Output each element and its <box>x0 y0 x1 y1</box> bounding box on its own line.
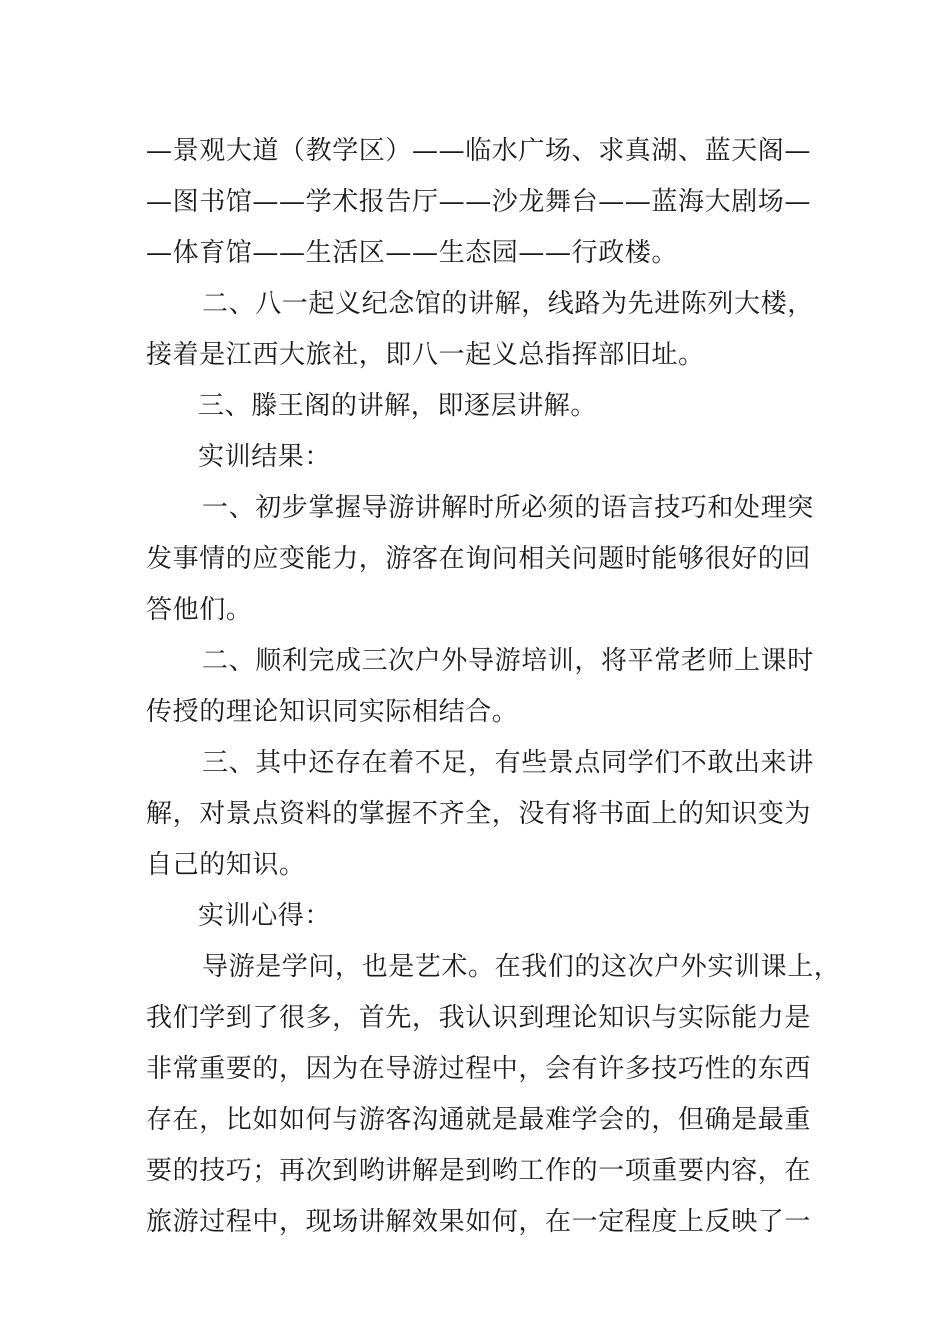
text-line: 解，对景点资料的掌握不齐全，没有将书面上的知识变为 <box>146 799 812 829</box>
text-line: 答他们。 <box>146 595 253 625</box>
document-body <box>146 126 841 1248</box>
text-line: 非常重要的，因为在导游过程中，会有许多技巧性的东西 <box>146 1054 812 1084</box>
paragraph-start-line: 一、初步掌握导游讲解时所必须的语言技巧和处理突 <box>202 493 814 523</box>
text-line: 传授的理论知识同实际相结合。 <box>146 697 519 727</box>
paragraph-start-line: 导游是学问，也是艺术。在我们的这次户外实训课上， <box>202 952 841 982</box>
text-line: 发事情的应变能力，游客在询问相关问题时能够很好的回 <box>146 544 812 574</box>
paragraph-start-line: 二、顺利完成三次户外导游培训，将平常老师上课时 <box>202 646 814 676</box>
paragraph-start-line: 二、八一起义纪念馆的讲解，线路为先进陈列大楼， <box>202 289 814 319</box>
text-line: 旅游过程中，现场讲解效果如何，在一定程度上反映了一 <box>146 1207 812 1237</box>
paragraph-start-line: 三、滕王阁的讲解，即逐层讲解。 <box>198 391 598 421</box>
text-line: 接着是江西大旅社，即八一起义总指挥部旧址。 <box>146 340 705 370</box>
text-line: 自己的知识。 <box>146 850 306 880</box>
text-line: —景观大道（教学区）——临水广场、求真湖、蓝天阁— <box>146 136 812 166</box>
section-heading: 实训结果： <box>198 442 332 472</box>
text-line: 我们学到了很多，首先，我认识到理论知识与实际能力是 <box>146 1003 812 1033</box>
paragraph-start-line: 三、其中还存在着不足，有些景点同学们不敢出来讲 <box>202 748 814 778</box>
text-line: 要的技巧；再次到哟讲解是到哟工作的一项重要内容，在 <box>146 1156 812 1186</box>
text-line: —体育馆——生活区——生态园——行政楼。 <box>146 238 679 268</box>
text-line: —图书馆——学术报告厅——沙龙舞台——蓝海大剧场— <box>146 187 812 217</box>
section-heading: 实训心得： <box>198 901 332 931</box>
text-line: 存在，比如如何与游客沟通就是最难学会的，但确是最重 <box>146 1105 812 1135</box>
